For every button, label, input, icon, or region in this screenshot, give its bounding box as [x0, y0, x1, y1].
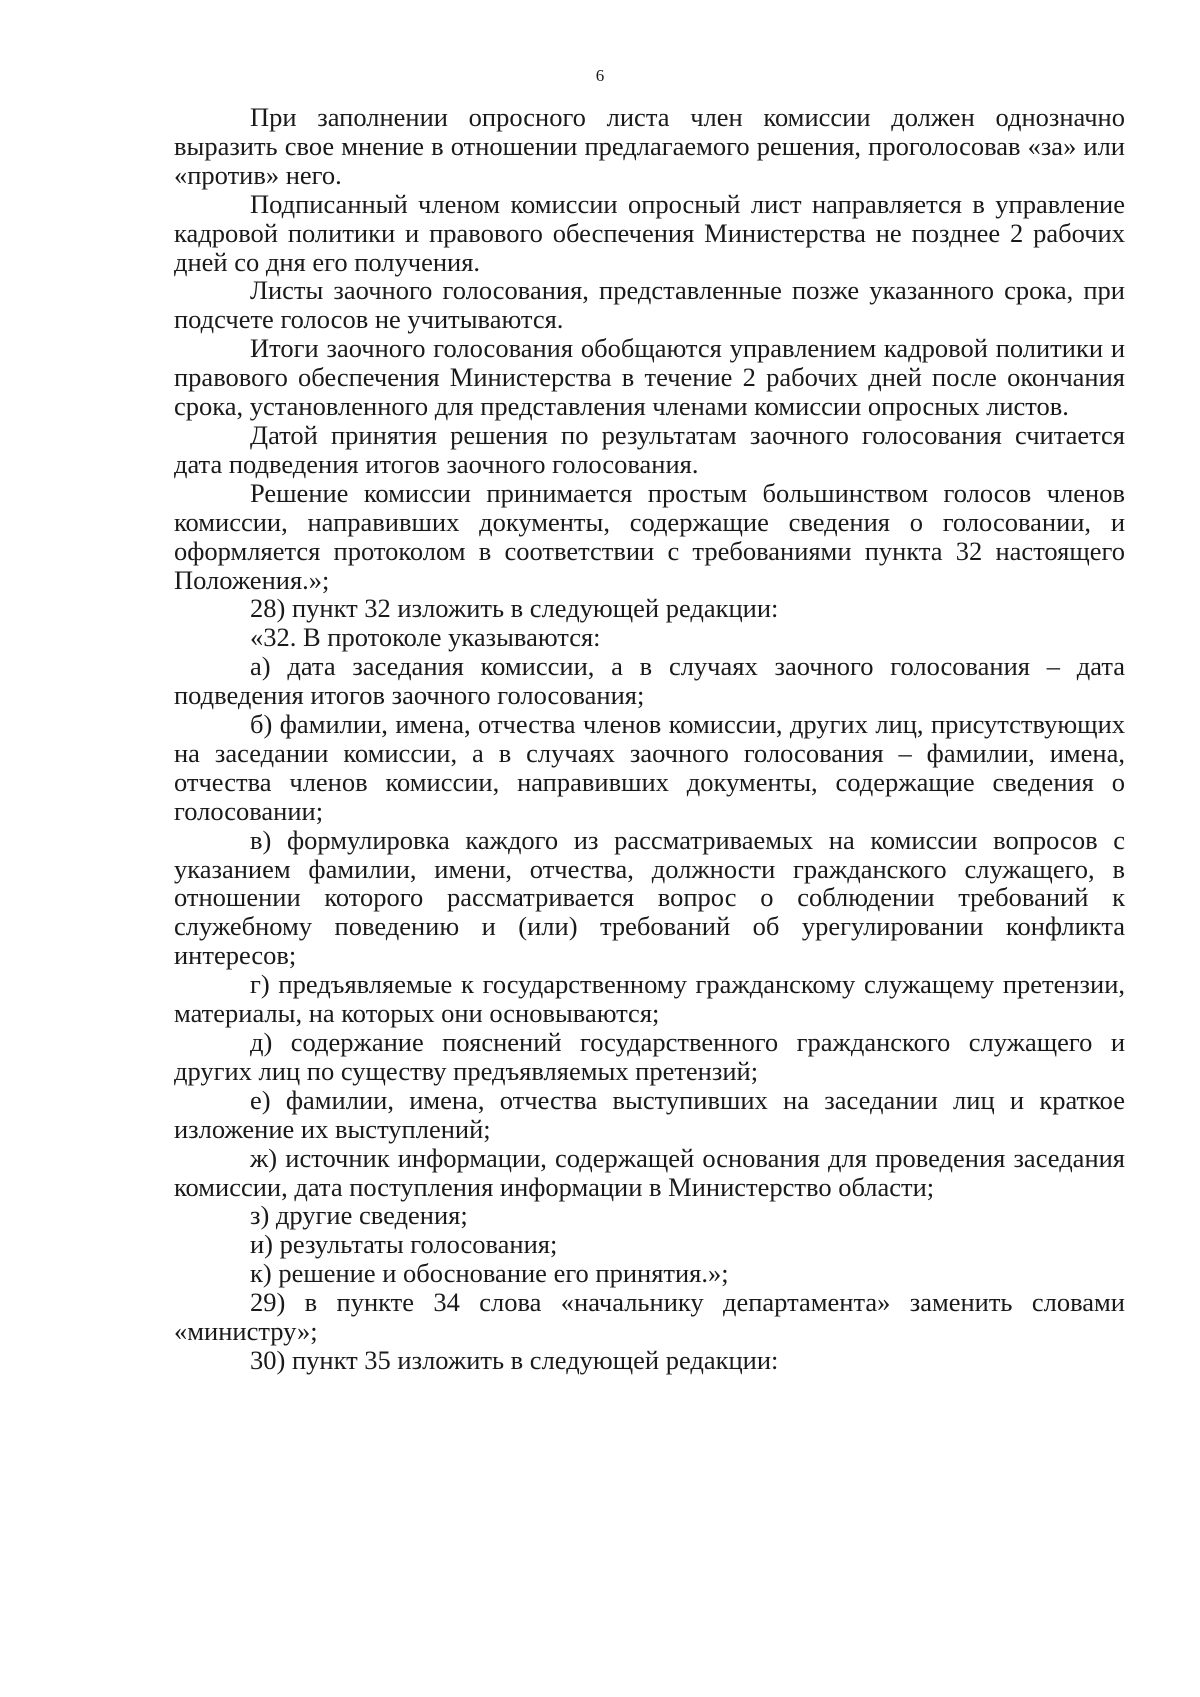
paragraph: 28) пункт 32 изложить в следующей редакции: — [250, 593, 779, 624]
paragraph: Итоги заочного голосования обобщаются управлением кадровой политики и правового обеспечения Министерства в течение 2 рабочих дней после окончания срока, установленного для представления членами комиссии опросных листов. — [174, 333, 1125, 422]
paragraph: «32. В протоколе указываются: — [250, 622, 601, 653]
list-item: г) предъявляемые к государственному гражданскому служащему претензии, материалы, на которых они основываются; — [174, 969, 1125, 1029]
list-item: и) результаты голосования; — [250, 1229, 558, 1260]
paragraph: 29) в пункте 34 слова «начальнику департамента» заменить словами «министру»; — [174, 1287, 1125, 1347]
paragraph: При заполнении опросного листа член комиссии должен однозначно выразить свое мнение в отношении предлагаемого решения, проголосовав «за» или «против» него. — [174, 102, 1125, 190]
paragraph: 30) пункт 35 изложить в следующей редакции: — [250, 1344, 779, 1375]
list-item: в) формулировка каждого из рассматриваемых на комиссии вопросов с указанием фамилии, имени, отчества, должности гражданского служащего, в отношении которого рассматривается вопрос о соблюдении требований к служебному поведению и (или) требований об урегулировании конфликта интересов; — [174, 824, 1125, 971]
document-body — [174, 103, 1125, 1375]
paragraph: Решение комиссии принимается простым большинством голосов членов комиссии, направивших документы, содержащие сведения о голосовании, и оформляется протоколом в соответствии с требованиями пункта 32 настоящего Положения.»; — [174, 477, 1125, 595]
list-item: ж) источник информации, содержащей основания для проведения заседания комиссии, дата поступления информации в Министерство области; — [174, 1142, 1125, 1202]
paragraph: Подписанный членом комиссии опросный лист направляется в управление кадровой политики и правового обеспечения Министерства не позднее 2 рабочих дней со дня его получения. — [174, 188, 1125, 277]
list-item: д) содержание пояснений государственного гражданского служащего и других лиц по существу предъявляемых претензий; — [174, 1027, 1125, 1086]
list-item: а) дата заседания комиссии, а в случаях заочного голосования – дата подведения итогов заочного голосования; — [174, 651, 1125, 711]
list-item: з) другие сведения; — [250, 1200, 468, 1231]
paragraph: Листы заочного голосования, представленные позже указанного срока, при подсчете голосов не учитываются. — [174, 275, 1125, 335]
list-item: к) решение и обоснование его принятия.»; — [250, 1258, 729, 1289]
list-item: е) фамилии, имена, отчества выступивших на заседании лиц и краткое изложение их выступлений; — [174, 1084, 1125, 1144]
paragraph: Датой принятия решения по результатам заочного голосования считается дата подведения итогов заочного голосования. — [174, 419, 1125, 479]
list-item: б) фамилии, имена, отчества членов комиссии, других лиц, присутствующих на заседании комиссии, а в случаях заочного голосования – фамилии, имена, отчества членов комиссии, направивших документы, содержащие сведения о голосовании; — [174, 709, 1125, 826]
page-number: 6 — [595, 66, 605, 85]
